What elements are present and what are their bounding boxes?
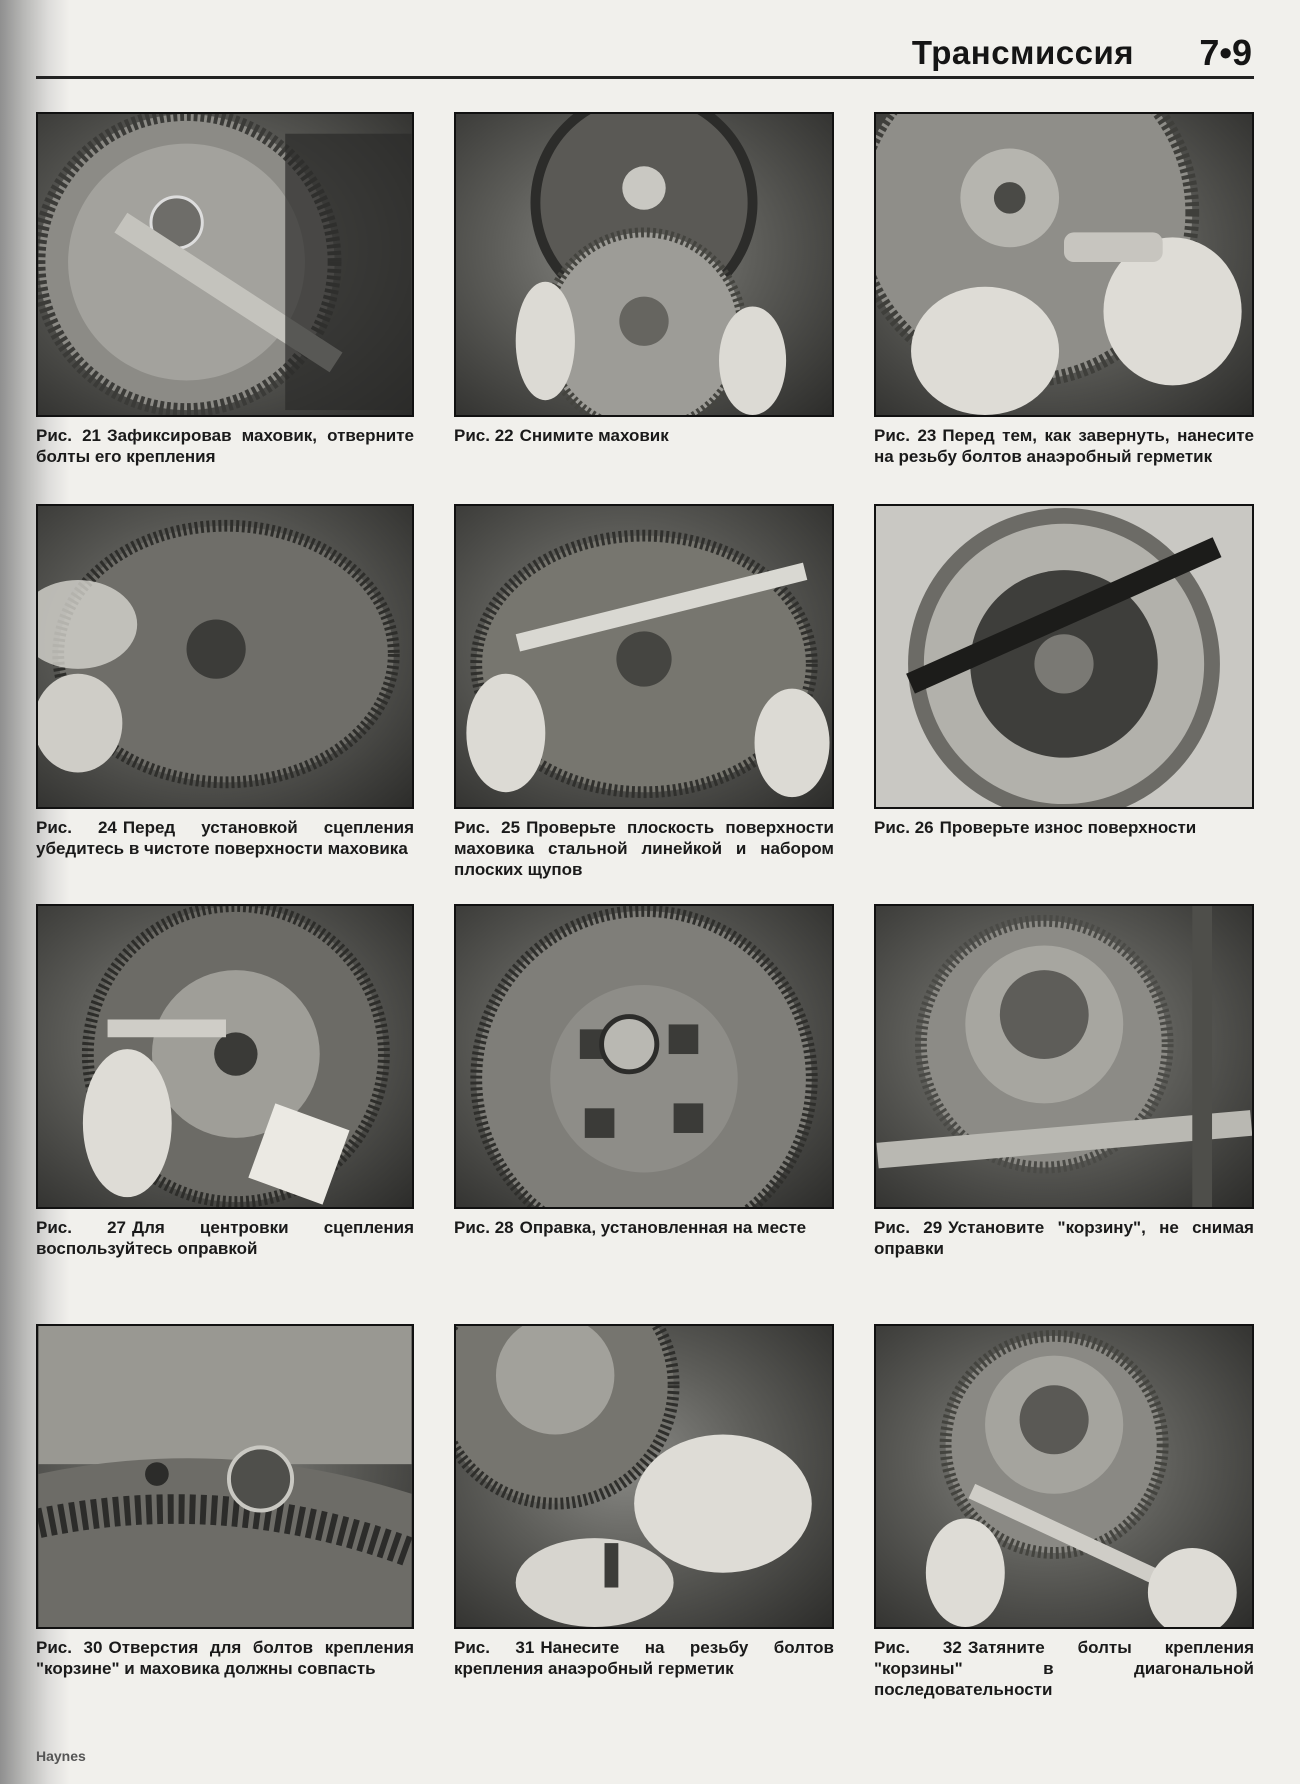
figure-25 [454, 504, 834, 904]
figure-caption-30 [36, 1637, 414, 1679]
figure-caption-24 [36, 817, 414, 859]
figure-photo-27 [36, 904, 414, 1209]
figure-caption-25 [454, 817, 834, 880]
figure-30 [36, 1324, 414, 1716]
flywheel-wrench-illustration [38, 114, 412, 415]
figure-number: Рис. 27 [36, 1218, 126, 1237]
flywheel-cleaning-illustration [38, 506, 412, 807]
figure-number: Рис. 25 [454, 818, 521, 837]
figure-caption-text: Зафиксировав маховик, отверните болты его крепления [36, 426, 414, 466]
flywheel-removal-illustration [456, 114, 832, 415]
straightedge-check-illustration [456, 506, 832, 807]
figure-caption-21 [36, 425, 414, 467]
figure-photo-24 [36, 504, 414, 809]
figure-number: Рис. 22 [454, 426, 514, 445]
bolt-holes-alignment-illustration [38, 1326, 412, 1627]
figure-caption-32 [874, 1637, 1254, 1700]
figure-24 [36, 504, 414, 904]
figure-28 [454, 904, 834, 1324]
figure-caption-22 [454, 425, 834, 446]
page-header [36, 24, 1254, 79]
figure-29 [874, 904, 1254, 1324]
figure-caption-text: Нанесите на резьбу болтов крепления анаэробный герметик [454, 1638, 834, 1678]
figure-photo-26 [874, 504, 1254, 809]
figure-caption-26 [874, 817, 1254, 838]
figure-number: Рис. 26 [874, 818, 934, 837]
figure-photo-22 [454, 112, 834, 417]
clutch-centering-illustration [38, 906, 412, 1207]
figure-number: Рис. 32 [874, 1638, 962, 1657]
figure-caption-23 [874, 425, 1254, 467]
figure-caption-text: Проверьте плоскость поверхности маховика стальной линейкой и набором плоских щупов [454, 818, 834, 879]
tightening-bolts-illustration [876, 1326, 1252, 1627]
figure-caption-text: Перед тем, как завернуть, нанесите на резьбу болтов анаэробный герметик [874, 426, 1254, 466]
figure-caption-text: Отверстия для болтов крепления "корзине" и маховика должны совпасть [36, 1638, 414, 1678]
sealant-application-illustration [876, 114, 1252, 415]
figure-caption-text: Установите "корзину", не снимая оправки [874, 1218, 1254, 1258]
figure-22 [454, 112, 834, 504]
figure-number: Рис. 30 [36, 1638, 103, 1657]
figure-caption-27 [36, 1217, 414, 1259]
section-title: Трансмиссия [911, 34, 1134, 71]
page-number: 7•9 [1199, 32, 1252, 73]
figure-photo-25 [454, 504, 834, 809]
clutch-cover-installed-illustration [876, 906, 1252, 1207]
figure-21 [36, 112, 414, 504]
bolt-sealant-illustration [456, 1326, 832, 1627]
alignment-tool-illustration [456, 906, 832, 1207]
figure-caption-text: Затяните болты крепления "корзины" в диагональной последовательности [874, 1638, 1254, 1699]
figure-grid [36, 112, 1254, 1716]
figure-number: Рис. 23 [874, 426, 937, 445]
figure-photo-32 [874, 1324, 1254, 1629]
figure-number: Рис. 31 [454, 1638, 535, 1657]
pressure-plate-check-illustration [876, 506, 1252, 807]
figure-photo-28 [454, 904, 834, 1209]
figure-31 [454, 1324, 834, 1716]
figure-caption-text: Оправка, установленная на месте [519, 1218, 807, 1237]
figure-27 [36, 904, 414, 1324]
figure-photo-30 [36, 1324, 414, 1629]
figure-caption-28 [454, 1217, 834, 1238]
figure-number: Рис. 21 [36, 426, 102, 445]
figure-caption-text: Проверьте износ поверхности [939, 818, 1197, 837]
figure-caption-29 [874, 1217, 1254, 1259]
figure-32 [874, 1324, 1254, 1716]
figure-number: Рис. 24 [36, 818, 117, 837]
figure-23 [874, 112, 1254, 504]
figure-caption-text: Снимите маховик [519, 426, 669, 445]
figure-photo-29 [874, 904, 1254, 1209]
figure-photo-31 [454, 1324, 834, 1629]
figure-number: Рис. 29 [874, 1218, 943, 1237]
figure-photo-21 [36, 112, 414, 417]
figure-number: Рис. 28 [454, 1218, 514, 1237]
figure-photo-23 [874, 112, 1254, 417]
footer-mark: Haynes [36, 1748, 86, 1764]
figure-caption-text: Для центровки сцепления воспользуйтесь оправкой [36, 1218, 414, 1258]
figure-caption-31 [454, 1637, 834, 1679]
figure-caption-text: Перед установкой сцепления убедитесь в чистоте поверхности маховика [36, 818, 414, 858]
figure-26 [874, 504, 1254, 904]
